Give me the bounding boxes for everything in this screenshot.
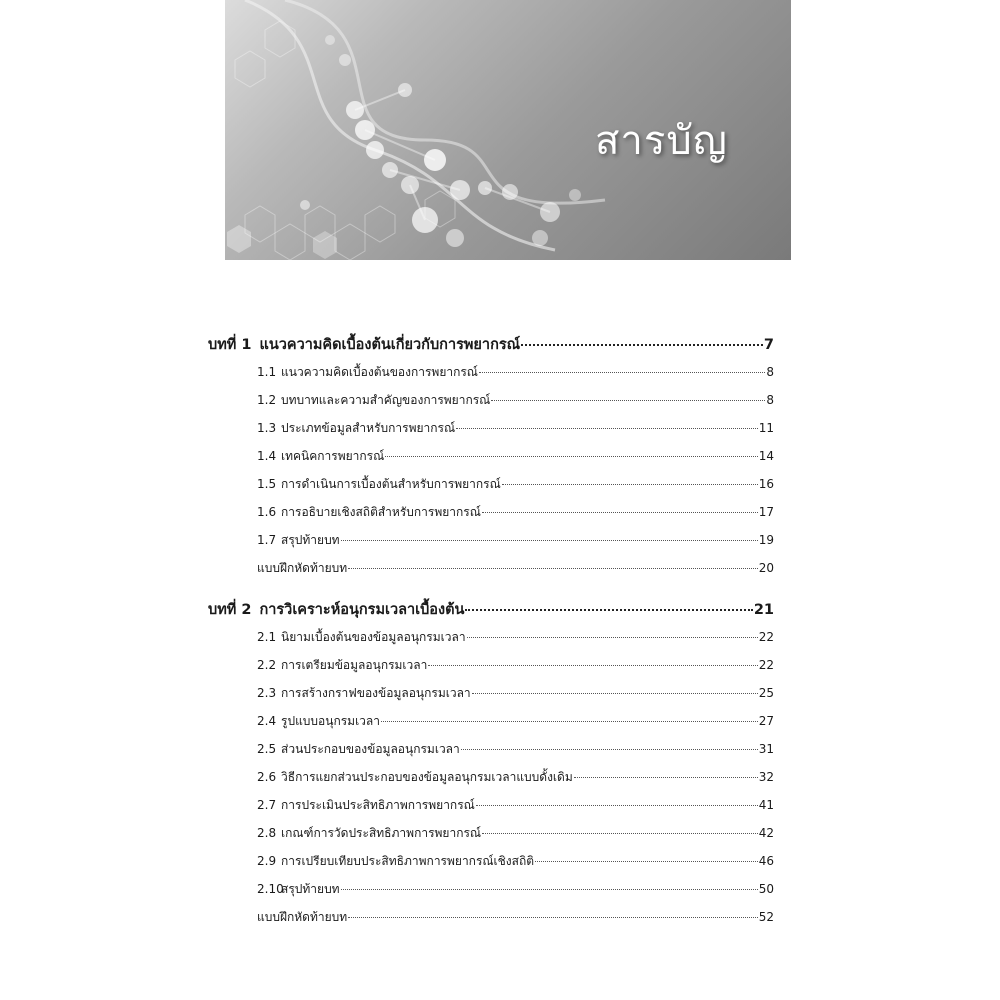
- dot-leader: [428, 665, 757, 666]
- dot-leader: [348, 917, 758, 918]
- page-number: 16: [758, 477, 774, 491]
- section-title: การเปรียบเทียบประสิทธิภาพการพยากรณ์เชิงสถิติ: [281, 854, 535, 868]
- toc-item[interactable]: [208, 880, 774, 908]
- dot-leader: [348, 568, 758, 569]
- dot-leader: [482, 833, 758, 834]
- toc-item[interactable]: [208, 391, 774, 419]
- section-title: แบบฝึกหัดท้ายบท: [257, 910, 348, 924]
- section-title: การเตรียมข้อมูลอนุกรมเวลา: [281, 658, 428, 672]
- page-number: 42: [758, 826, 774, 840]
- chapter-1: [208, 333, 774, 587]
- page-number: 14: [758, 449, 774, 463]
- section-title: การอธิบายเชิงสถิติสำหรับการพยากรณ์: [281, 505, 481, 519]
- header-banner: [225, 0, 791, 260]
- toc-item[interactable]: [208, 503, 774, 531]
- section-title: ประเภทข้อมูลสำหรับการพยากรณ์: [281, 421, 456, 435]
- toc-item[interactable]: [208, 475, 774, 503]
- page-number: 19: [758, 533, 774, 547]
- chapter-title: แนวความคิดเบื้องต้นเกี่ยวกับการพยากรณ์: [259, 337, 521, 353]
- page-number: 11: [758, 421, 774, 435]
- chapter-heading[interactable]: [208, 598, 774, 628]
- section-number: 2.2: [257, 658, 277, 672]
- section-title: เทคนิคการพยากรณ์: [281, 449, 385, 463]
- section-number: 2.6: [257, 770, 277, 784]
- section-number: 2.4: [257, 714, 277, 728]
- page-number: 7: [763, 337, 774, 353]
- page-number: 8: [766, 393, 774, 407]
- toc-item-exercises[interactable]: [208, 559, 774, 587]
- toc-item[interactable]: [208, 628, 774, 656]
- section-number: 1.4: [257, 449, 277, 463]
- section-title: เกณฑ์การวัดประสิทธิภาพการพยากรณ์: [281, 826, 482, 840]
- dot-leader: [479, 372, 765, 373]
- dot-leader: [456, 428, 758, 429]
- page-number: 20: [758, 561, 774, 575]
- section-number: 1.2: [257, 393, 277, 407]
- section-title: แนวความคิดเบื้องต้นของการพยากรณ์: [281, 365, 478, 379]
- dot-leader: [521, 344, 763, 346]
- page-number: 21: [753, 602, 774, 618]
- dot-leader: [341, 540, 758, 541]
- toc-item[interactable]: [208, 684, 774, 712]
- section-title: การดำเนินการเบื้องต้นสำหรับการพยากรณ์: [281, 477, 501, 491]
- page-number: 31: [758, 742, 774, 756]
- dot-leader: [502, 484, 758, 485]
- section-title: สรุปท้ายบท: [281, 882, 340, 896]
- dot-leader: [535, 861, 758, 862]
- dot-leader: [385, 456, 757, 457]
- section-number: 2.8: [257, 826, 277, 840]
- chapter-number: บทที่ 1: [208, 337, 252, 353]
- chapter-title: การวิเคราะห์อนุกรมเวลาเบื้องต้น: [259, 602, 465, 618]
- section-number: 2.1: [257, 630, 277, 644]
- section-title: การสร้างกราฟของข้อมูลอนุกรมเวลา: [281, 686, 471, 700]
- page-number: 32: [758, 770, 774, 784]
- dot-leader: [574, 777, 758, 778]
- page-number: 46: [758, 854, 774, 868]
- toc-item[interactable]: [208, 712, 774, 740]
- section-number: 1.7: [257, 533, 277, 547]
- section-number: 2.7: [257, 798, 277, 812]
- dot-leader: [381, 721, 758, 722]
- toc-item[interactable]: [208, 768, 774, 796]
- dot-leader: [472, 693, 758, 694]
- dot-leader: [476, 805, 758, 806]
- dot-leader: [482, 512, 758, 513]
- table-of-contents: [208, 333, 774, 947]
- section-title: แบบฝึกหัดท้ายบท: [257, 561, 348, 575]
- page-number: 22: [758, 658, 774, 672]
- dot-leader: [467, 637, 758, 638]
- section-number: 2.10: [257, 882, 284, 896]
- section-number: 1.3: [257, 421, 277, 435]
- section-number: 1.6: [257, 505, 277, 519]
- section-title: วิธีการแยกส่วนประกอบของข้อมูลอนุกรมเวลาแบบดั้งเดิม: [281, 770, 573, 784]
- section-number: 1.5: [257, 477, 277, 491]
- toc-item[interactable]: [208, 419, 774, 447]
- page-number: 27: [758, 714, 774, 728]
- dot-leader: [341, 889, 758, 890]
- toc-item[interactable]: [208, 531, 774, 559]
- toc-item[interactable]: [208, 824, 774, 852]
- dot-leader: [491, 400, 765, 401]
- toc-item[interactable]: [208, 740, 774, 768]
- section-number: 1.1: [257, 365, 277, 379]
- page-number: 22: [758, 630, 774, 644]
- dot-leader: [465, 609, 752, 611]
- page-number: 17: [758, 505, 774, 519]
- section-number: 2.9: [257, 854, 277, 868]
- chapter-2: [208, 598, 774, 936]
- page-number: 52: [758, 910, 774, 924]
- toc-item[interactable]: [208, 796, 774, 824]
- section-title: นิยามเบื้องต้นของข้อมูลอนุกรมเวลา: [281, 630, 466, 644]
- toc-item[interactable]: [208, 363, 774, 391]
- toc-item[interactable]: [208, 447, 774, 475]
- section-number: 2.5: [257, 742, 277, 756]
- section-title: การประเมินประสิทธิภาพการพยากรณ์: [281, 798, 475, 812]
- toc-item[interactable]: [208, 852, 774, 880]
- dot-leader: [461, 749, 758, 750]
- page-number: 25: [758, 686, 774, 700]
- chapter-number: บทที่ 2: [208, 602, 252, 618]
- chapter-heading[interactable]: [208, 333, 774, 363]
- page-number: 8: [766, 365, 774, 379]
- page-number: 50: [758, 882, 774, 896]
- page-title: สารบัญ: [595, 118, 728, 164]
- section-title: บทบาทและความสำคัญของการพยากรณ์: [281, 393, 491, 407]
- toc-item-exercises[interactable]: [208, 908, 774, 936]
- page-number: 41: [758, 798, 774, 812]
- section-title: สรุปท้ายบท: [281, 533, 340, 547]
- section-number: 2.3: [257, 686, 277, 700]
- toc-item[interactable]: [208, 656, 774, 684]
- section-title: รูปแบบอนุกรมเวลา: [281, 714, 380, 728]
- section-title: ส่วนประกอบของข้อมูลอนุกรมเวลา: [281, 742, 460, 756]
